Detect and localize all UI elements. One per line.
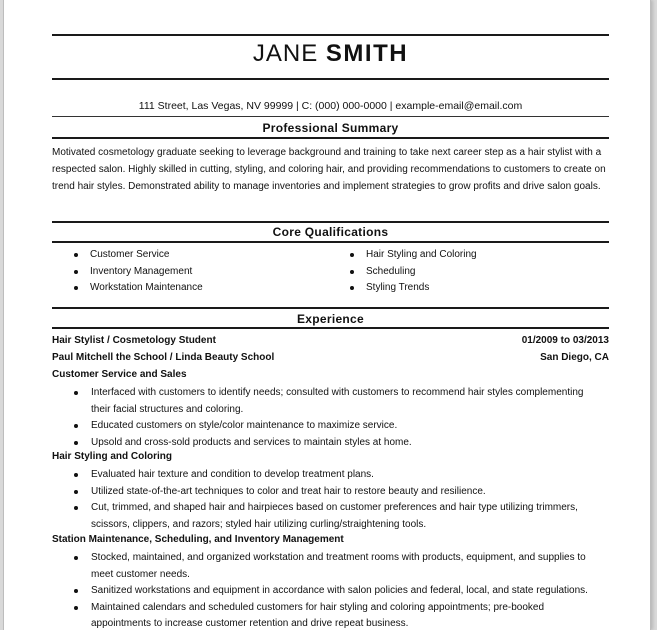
list-item: Utilized state-of-the-art techniques to color and treat hair to restore beauty and resilience. bbox=[74, 484, 599, 501]
employer-row bbox=[52, 352, 609, 363]
summary-text: Motivated cosmetology graduate seeking to leverage background and training to take next career step as a hair stylist with a respected salon. Highly skilled in cutting, styling, and coloring hair, and providing recommendations to customers to create on trend hair styles. Demonstrated ability to manage inventories and implement strategies to grow profits and drive salon goals. bbox=[52, 147, 606, 192]
summary-rule bbox=[52, 137, 609, 139]
qualifications-left-list bbox=[74, 247, 203, 297]
job-dates: 01/2009 to 03/2013 bbox=[521, 335, 609, 346]
list-item: Upsold and cross-sold products and services to maintain styles at home. bbox=[74, 435, 599, 452]
bullet-list bbox=[74, 550, 599, 630]
contact-line: 111 Street, Las Vegas, NV 99999 | C: (000) 000-0000 | example-email@email.com bbox=[138, 100, 523, 112]
list-item: Styling Trends bbox=[350, 280, 477, 297]
job-title: Hair Stylist / Cosmetology Student bbox=[52, 335, 216, 346]
bullet-list bbox=[74, 385, 599, 451]
resume-page bbox=[3, 0, 651, 630]
top-rule bbox=[52, 34, 609, 36]
candidate-name bbox=[52, 40, 609, 68]
qualifications-top-rule bbox=[52, 221, 609, 223]
list-item: Educated customers on style/color maintenance to maximize service. bbox=[74, 418, 599, 435]
list-item: Stocked, maintained, and organized workstation and treatment rooms with products, equipment, and supplies to meet customer needs. bbox=[74, 550, 599, 583]
group-heading: Customer Service and Sales bbox=[52, 369, 187, 380]
list-item: Cut, trimmed, and shaped hair and hairpieces based on customer preferences and hair type utilizing trimmers, scissors, clippers, and razors; styled hair utilizing curling/straightening tools. bbox=[74, 500, 599, 533]
qualifications-right-list bbox=[350, 247, 477, 297]
experience-title: Experience bbox=[296, 312, 365, 326]
group-heading: Station Maintenance, Scheduling, and Inventory Management bbox=[52, 534, 344, 545]
list-item: Sanitized workstations and equipment in accordance with salon policies and federal, local, and state regulations. bbox=[74, 583, 599, 600]
list-item: Maintained calendars and scheduled customers for hair styling and coloring appointments; pre-booked appointments to increase customer retention and drive repeat business. bbox=[74, 600, 599, 630]
list-item: Hair Styling and Coloring bbox=[350, 247, 477, 264]
experience-rule bbox=[52, 327, 609, 329]
first-name: JANE bbox=[252, 40, 319, 67]
list-item: Scheduling bbox=[350, 264, 477, 281]
list-item: Workstation Maintenance bbox=[74, 280, 203, 297]
employer: Paul Mitchell the School / Linda Beauty School bbox=[52, 352, 275, 363]
qualifications-title: Core Qualifications bbox=[272, 225, 389, 239]
list-item: Evaluated hair texture and condition to develop treatment plans. bbox=[74, 467, 599, 484]
summary-top-rule bbox=[52, 116, 609, 117]
qualifications-rule bbox=[52, 241, 609, 243]
summary-title: Professional Summary bbox=[262, 121, 399, 135]
group-heading: Hair Styling and Coloring bbox=[52, 451, 173, 462]
experience-top-rule bbox=[52, 307, 609, 309]
last-name: SMITH bbox=[325, 40, 409, 67]
name-rule bbox=[52, 78, 609, 80]
list-item: Customer Service bbox=[74, 247, 203, 264]
bullet-list bbox=[74, 467, 599, 533]
job-location: San Diego, CA bbox=[540, 352, 609, 363]
list-item: Inventory Management bbox=[74, 264, 203, 281]
job-title-row bbox=[52, 335, 609, 346]
list-item: Interfaced with customers to identify needs; consulted with customers to recommend hair styles complementing their facial structures and coloring. bbox=[74, 385, 599, 418]
